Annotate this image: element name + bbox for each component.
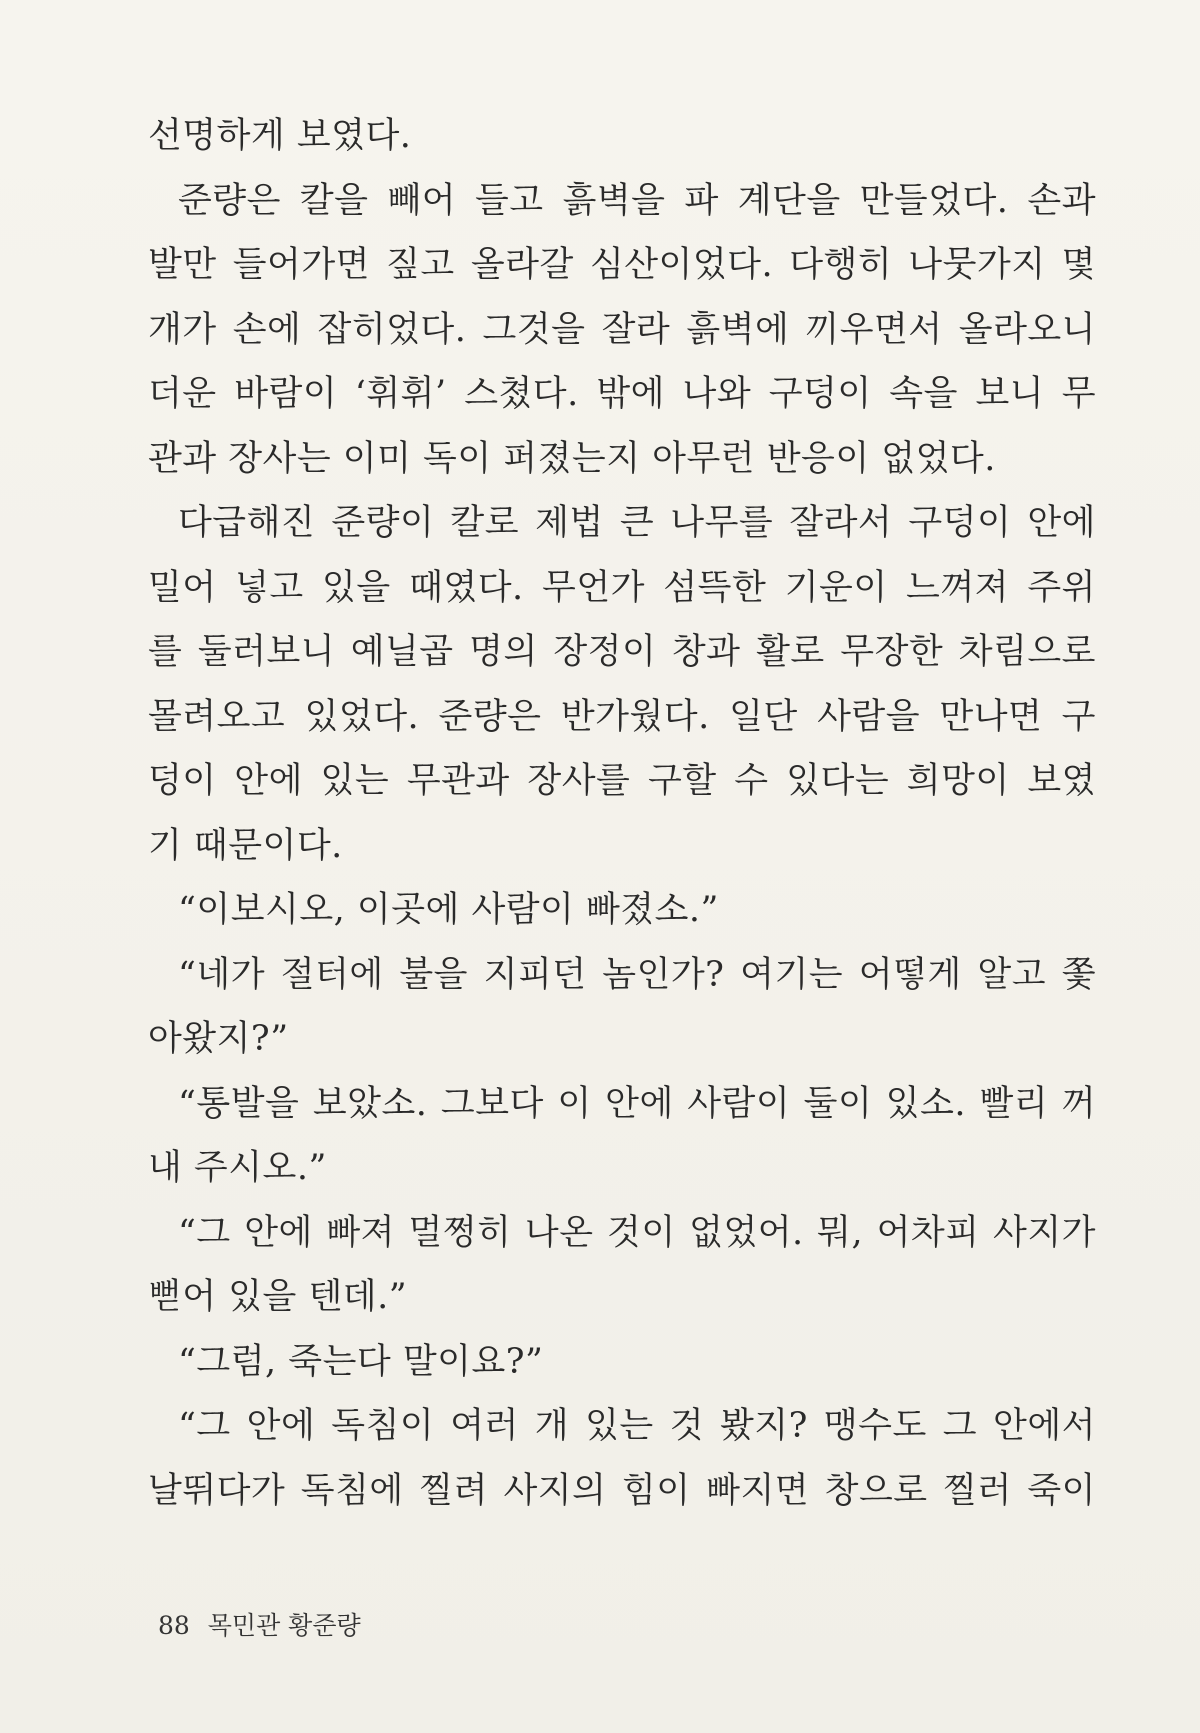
page-number: 88	[158, 1611, 190, 1640]
text-line: 뻗어 있을 텐데.”	[148, 1277, 408, 1317]
text-line: 덩이 안에 있는 무관과 장사를 구할 수 있다는 희망이 보였	[148, 761, 1096, 801]
text-line: 날뛰다가 독침에 찔려 사지의 힘이 빠지면 창으로 찔러 죽이	[148, 1470, 1096, 1511]
text-line: 아왔지?”	[148, 1019, 289, 1059]
text-line: 관과 장사는 이미 독이 퍼졌는지 아무런 반응이 없었다.	[148, 438, 996, 479]
dialogue-line: “이보시오, 이곳에 사람이 빠졌소.”	[178, 890, 719, 930]
dialogue-line: “통발을 보았소. 그보다 이 안에 사람이 둘이 있소. 빨리 꺼	[178, 1083, 1096, 1124]
text-line: 준량은 칼을 빼어 들고 흙벽을 파 계단을 만들었다. 손과	[178, 180, 1096, 221]
text-line: 몰려오고 있었다. 준량은 반가웠다. 일단 사람을 만나면 구	[148, 696, 1096, 737]
text-line: 선명하게 보였다.	[148, 116, 412, 156]
dialogue-line: “그 안에 독침이 여러 개 있는 것 봤지? 맹수도 그 안에서	[178, 1406, 1096, 1446]
text-line: 개가 손에 잡히었다. 그것을 잘라 흙벽에 끼우면서 올라오니	[148, 309, 1096, 350]
text-line: 기 때문이다.	[148, 825, 343, 866]
dialogue-line: “그럼, 죽는다 말이요?”	[178, 1341, 544, 1382]
book-title: 목민관 황준량	[207, 1611, 361, 1640]
body-text	[148, 104, 1096, 1523]
dialogue-line: “그 안에 빠져 멀쩡히 나온 것이 없었어. 뭐, 어차피 사지가	[178, 1212, 1096, 1253]
page-footer	[158, 1606, 361, 1642]
text-line: 밀어 넣고 있을 때였다. 무언가 섬뜩한 기운이 느껴져 주위	[148, 567, 1096, 608]
text-line: 내 주시오.”	[148, 1148, 327, 1188]
text-line: 더운 바람이 ‘휘휘’ 스쳤다. 밖에 나와 구덩이 속을 보니 무	[148, 374, 1096, 414]
text-line: 를 둘러보니 예닐곱 명의 장정이 창과 활로 무장한 차림으로	[148, 632, 1096, 672]
dialogue-line: “네가 절터에 불을 지피던 놈인가? 여기는 어떻게 알고 쫓	[178, 954, 1096, 995]
text-line: 발만 들어가면 짚고 올라갈 심산이었다. 다행히 나뭇가지 몇	[148, 245, 1096, 285]
text-line: 다급해진 준량이 칼로 제법 큰 나무를 잘라서 구덩이 안에	[178, 503, 1096, 543]
